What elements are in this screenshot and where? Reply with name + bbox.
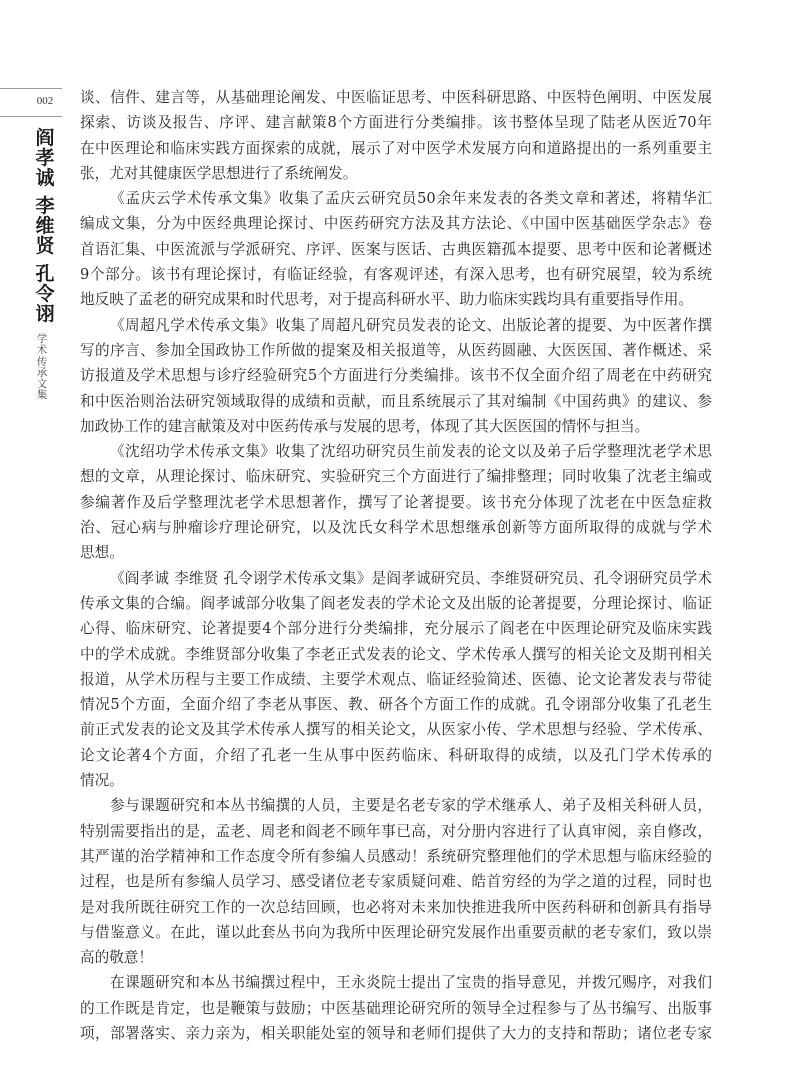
text-line: 谈、信件、建言等，从基础理论阐发、中医临证思考、中医科研思路、中医特色阐明、中医发展 — [80, 89, 712, 106]
text-line: 参与课题研究和本丛书编撰的人员，主要是名老专家的学术继承人、弟子及相关科研人员， — [110, 797, 712, 815]
running-title-char: 令 — [35, 283, 55, 305]
body-text — [80, 85, 712, 1046]
text-line: 心得、临床研究、论著提要4个部分进行分类编排，充分展示了阎老在中医理论研究及临床实践 — [80, 620, 712, 638]
text-line: 《周超凡学术传承文集》收集了周超凡研究员发表的论文、出版论著的提要、为中医著作撰 — [110, 316, 712, 334]
subtitle-char: 承 — [36, 366, 48, 379]
text-line: 特别需要指出的是，孟老、周老和阎老不顾年事已高，对分册内容进行了认真审阅，亲自修改， — [80, 822, 712, 840]
subtitle-char: 文 — [36, 378, 48, 391]
text-line: 中的学术成就。李维贤部分收集了李老正式发表的论文、学术传承人撰写的相关论文及期刊相关 — [80, 645, 712, 663]
running-title-name — [34, 264, 56, 324]
text-line: 和中医治则治法研究领域取得的成绩和贡献，而且系统展示了其对编制《中国药典》的建议、参 — [80, 392, 712, 410]
text-line: 写的序言、参加全国政协工作所做的提案及相关报道等，从医药圆融、大医医国、著作概述、采 — [80, 341, 712, 359]
paragraph — [80, 439, 712, 565]
running-title-char: 孔 — [35, 263, 55, 285]
text-line: 其严谨的治学精神和工作态度令所有参编人员感动！系统研究整理他们的学术思想与临床经验的 — [80, 847, 712, 865]
text-line: 情况。 — [80, 772, 124, 790]
text-line: 是对我所既往研究工作的一次总结回顾，也必将对未来加快推进我所中医药科研和创新具有指导 — [80, 898, 712, 916]
text-line: 论文论著4个方面，介绍了孔老一生从事中医药临床、科研取得的成绩，以及孔门学术传承的 — [80, 746, 712, 764]
text-line: 探索、访谈及报告、序评、建言献策8个方面进行分类编排。该书整体呈现了陆老从医近70年 — [80, 114, 712, 132]
paragraph — [80, 313, 712, 439]
text-line: 在中医理论和临床实践方面探索的成就，展示了对中医学术发展方向和道路提出的一系列重要主 — [80, 139, 712, 157]
text-line: 的工作既是肯定，也是鞭策与鼓励；中医基础理论研究所的领导全过程参与了丛书编写、出版事 — [80, 999, 712, 1017]
text-line: 《阎孝诚 李维贤 孔令诩学术传承文集》是阎孝诚研究员、李维贤研究员、孔令诩研究员学术 — [110, 569, 712, 587]
text-line: 报道，从学术历程与主要工作成绩、主要学术观点、临证经验简述、医德、论文论著发表与带徒 — [80, 670, 712, 688]
text-line: 思想。 — [80, 544, 124, 562]
text-line: 《沈绍功学术传承文集》收集了沈绍功研究员生前发表的论文以及弟子后学整理沈老学术思 — [110, 443, 712, 461]
paragraph — [80, 566, 712, 794]
text-line: 9个部分。该书有理论探讨，有临证经验，有客观评述，有深入思考，也有研究展望，较为系统 — [80, 266, 712, 284]
paragraph — [80, 793, 712, 970]
text-line: 想的文章，从理论探讨、临床研究、实验研究三个方面进行了编排整理；同时收集了沈老主编或 — [80, 468, 712, 486]
running-title-char: 阎 — [35, 127, 55, 149]
running-title-name — [34, 196, 56, 256]
text-line: 治、冠心病与肿瘤诊疗理论研究，以及沈氏女科学术思想继承创新等方面所取得的成就与学术 — [80, 519, 712, 537]
subtitle-char: 学 — [36, 333, 48, 345]
text-line: 张，尤对其健康医学思想进行了系统阐发。 — [80, 164, 358, 182]
text-line: 与借鉴意义。在此，谨以此套丛书向为我所中医理论研究发展作出重要贡献的老专家们，致以崇 — [80, 923, 712, 941]
text-line: 访报道及学术思想与诊疗经验研究5个方面进行分类编排。该书不仅全面介绍了周老在中药研究 — [80, 367, 712, 385]
running-title-char: 诩 — [35, 303, 55, 325]
text-line: 《孟庆云学术传承文集》收集了孟庆云研究员50余年来发表的各类文章和著述，将精华汇 — [110, 190, 712, 208]
text-line: 加政协工作的建言献策及对中医药传承与发展的思考，体现了其大医医国的情怀与担当。 — [80, 417, 650, 435]
text-line: 参编著作及后学整理沈老学术思想著作，撰写了论著提要。该书充分体现了沈老在中医急症救 — [80, 493, 712, 511]
paragraph — [80, 85, 712, 186]
running-title-char: 贤 — [35, 235, 55, 257]
text-line: 过程，也是所有参编人员学习、感受诸位老专家质疑问难、皓首穷经的为学之道的过程，同时也 — [80, 873, 712, 891]
running-title-char: 维 — [35, 215, 55, 237]
text-line: 高的敬意！ — [80, 949, 153, 967]
running-title-name — [34, 128, 56, 188]
paragraph — [80, 186, 712, 312]
text-line: 情况5个方面，全面介绍了李老从事医、教、研各个方面工作的成就。孔令诩部分收集了孔老生 — [80, 696, 712, 714]
running-title-names — [34, 128, 56, 324]
folio-bottom-rule — [0, 116, 62, 117]
text-line: 前正式发表的论文及其学术传承人撰写的相关论文，从医家小传、学术思想与经验、学术传承、 — [80, 721, 712, 739]
running-title-char: 李 — [35, 195, 55, 217]
subtitle-char: 术 — [36, 344, 48, 357]
text-line: 项，部署落实、亲力亲为，相关职能处室的领导和老师们提供了大力的支持和帮助；诸位老专家 — [80, 1024, 712, 1042]
text-line: 编成文集，分为中医经典理论探讨、中医药研究方法及其方法论、《中国中医基础医学杂志》卷 — [80, 215, 712, 233]
page-number: 002 — [36, 95, 54, 107]
text-line: 首语汇集、中医流派与学派研究、序评、医案与医话、古典医籍孤本提要、思考中医和论著概述 — [80, 240, 712, 258]
subtitle-char: 传 — [36, 355, 48, 368]
running-title-subtitle — [36, 334, 48, 402]
text-line: 传承文集的合编。阎孝诚部分收集了阎老发表的学术论文及出版的论著提要，分理论探讨、临证 — [80, 594, 712, 612]
subtitle-char: 集 — [36, 389, 48, 402]
text-line: 地反映了孟老的研究成果和时代思考，对于提高科研水平、助力临床实践均具有重要指导作用。 — [80, 291, 693, 309]
running-title-char: 孝 — [35, 147, 55, 169]
paragraph — [80, 970, 712, 1046]
folio-top-rule — [0, 88, 62, 89]
running-title-char: 诚 — [35, 167, 55, 189]
text-line: 在课题研究和本丛书编撰过程中，王永炎院士提出了宝贵的指导意见，并拨冗赐序，对我们 — [110, 974, 712, 992]
